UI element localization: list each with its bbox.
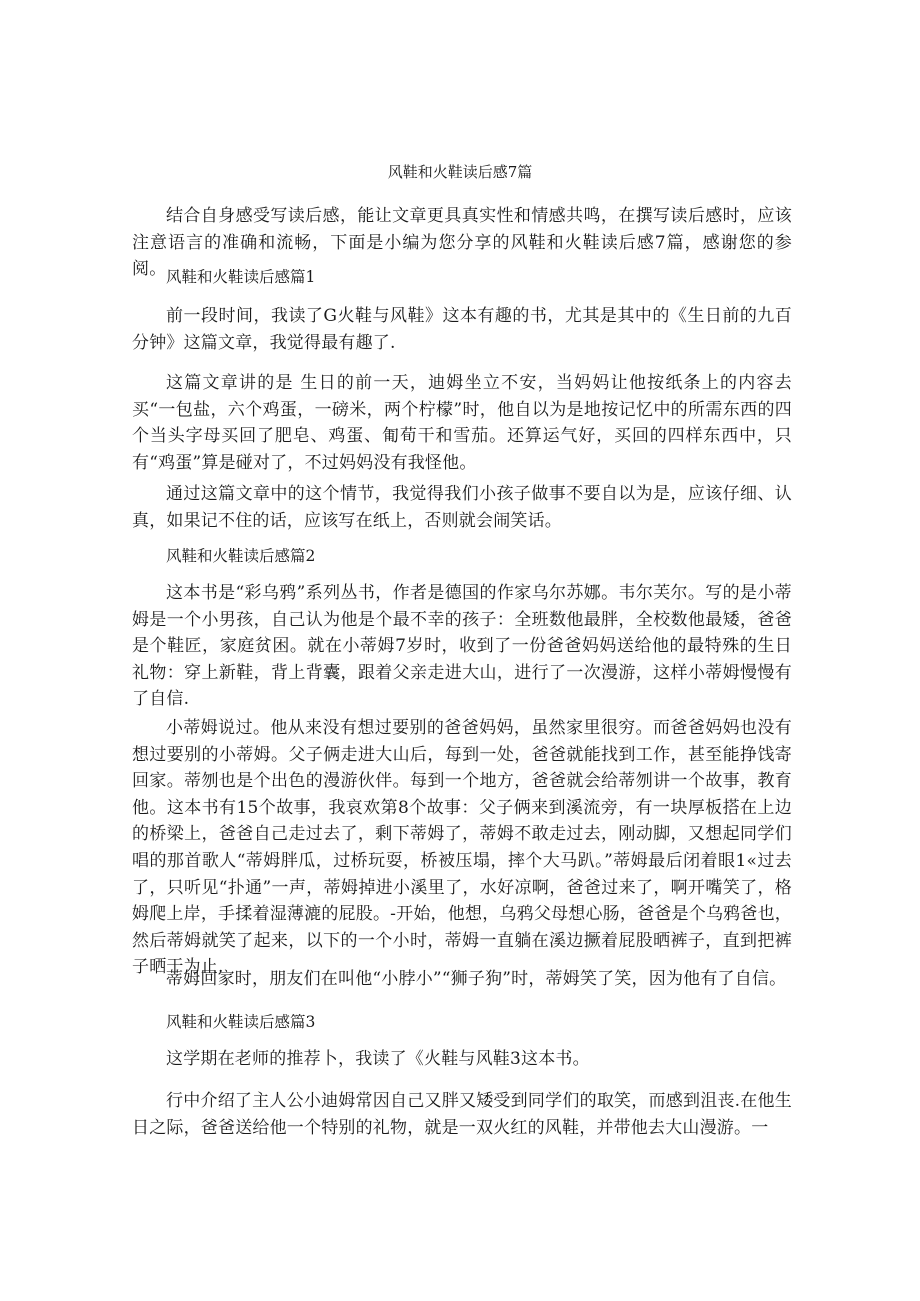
section-heading-2: 风鞋和火鞋读后感篇2 [166,547,316,565]
section-2-paragraph-2: 小蒂姆说过。他从来没有想过要别的爸爸妈妈，虽然家里很穷。而爸爸妈妈也没有想过要别的小蒂姆。父子俩走进大山后，每到一处，爸爸就能找到工作，甚至能挣饯寄回家。蒂刎也是个出色的漫游伙伴。每到一个地方，爸爸就会给蒂刎讲一个故事，教育他。这本书有15个故事，我哀欢第8个故事：父子俩来到溪流旁，有一块厚板搭在上边的桥梁上，爸爸自己走过去了，剩下蒂姆了，蒂姆不敢走过去，刚动脚，又想起同学们唱的那首歌人“蒂姆胖瓜，过桥玩耍，桥被压塌，摔个大马趴。”蒂姆最后闭着眼1«过去了，只听见“扑通”一声，蒂姆掉进小溪里了，水好凉啊，爸爸过来了，啊开嘴笑了，格姆爬上岸，手揉着湿薄漉的屁股。-开始，他想，乌鸦父母想心肠，爸爸是个乌鸦爸也，然后蒂姆就笑了起来，以下的一个小时，蒂姆一直躺在溪边撅着屁股晒裤子，直到把裤子晒干为止. [132,718,792,978]
section-1-paragraph-2: 这篇文章讲的是 生日的前一天，迪姆坐立不安，当妈妈让他按纸条上的内容去买“一包盐，六个鸡蛋，一磅米，两个柠檬”时，他自以为是地按记忆中的所需东西的四个当头字母买回了肥皂、鸡蛋、匍荀干和雪茄。还算运气好，买回的四样东西中，只有“鸡蛋”算是碰对了，不过妈妈没有我怪他。 [132,373,792,473]
section-2-paragraph-3: 蒂姆回家时，朋友们在叫他“小脖小”“狮子狗”时，蒂姆笑了笑，因为他有了自信。 [166,969,787,989]
section-heading-3: 风鞋和火鞋读后感篇3 [166,1013,316,1031]
section-heading-1: 风鞋和火鞋读后感篇1 [166,268,316,286]
section-1-paragraph-3: 通过这篇文章中的这个情节，我觉得我们小孩子做事不要自以为是，应该仔细、认真，如果记不住的话，应该写在纸上，否则就会闹笑话。 [132,484,792,531]
section-1-paragraph-1: 前一段时间，我读了G火鞋与风鞋》这本有趣的书，尤其是其中的《生日前的九百分钟》这篇文章，我觉得最有趣了. [132,306,792,353]
section-3-paragraph-2: 行中介绍了主人公小迪姆常因自己又胖又矮受到同学们的取笑，而感到沮丧.在他生日之际，爸爸送给他一个特别的礼物，就是一双火红的风鞋，并带他去大山漫游。一 [132,1091,792,1138]
section-3-paragraph-1: 这学期在老师的推荐卜，我读了《火鞋与风鞋3这本书。 [166,1049,590,1069]
document-title: 风鞋和火鞋读后感7篇 [387,163,533,181]
section-2-paragraph-1: 这本书是“彩乌鸦”系列丛书，作者是德国的作家乌尔苏娜。韦尔芙尔。写的是小蒂姆是一个小男孩，自己认为他是个最不幸的孩子：全班数他最胖，全校数他最矮，爸爸是个鞋匠，家庭贫困。就在小蒂姆7岁时，收到了一份爸爸妈妈送给他的最特殊的生日礼物：穿上新鞋，背上背囊，跟着父亲走进大山，进行了一次漫游，这样小蒂姆慢慢有了自信. [132,583,792,710]
intro-paragraph: 结合自身感受写读后感，能让文章更具真实性和情感共鸣，在撰写读后感时，应该注意语言的准确和流畅，下面是小编为您分享的风鞋和火鞋读后感7篇，感谢您的参阅。 [132,206,792,280]
